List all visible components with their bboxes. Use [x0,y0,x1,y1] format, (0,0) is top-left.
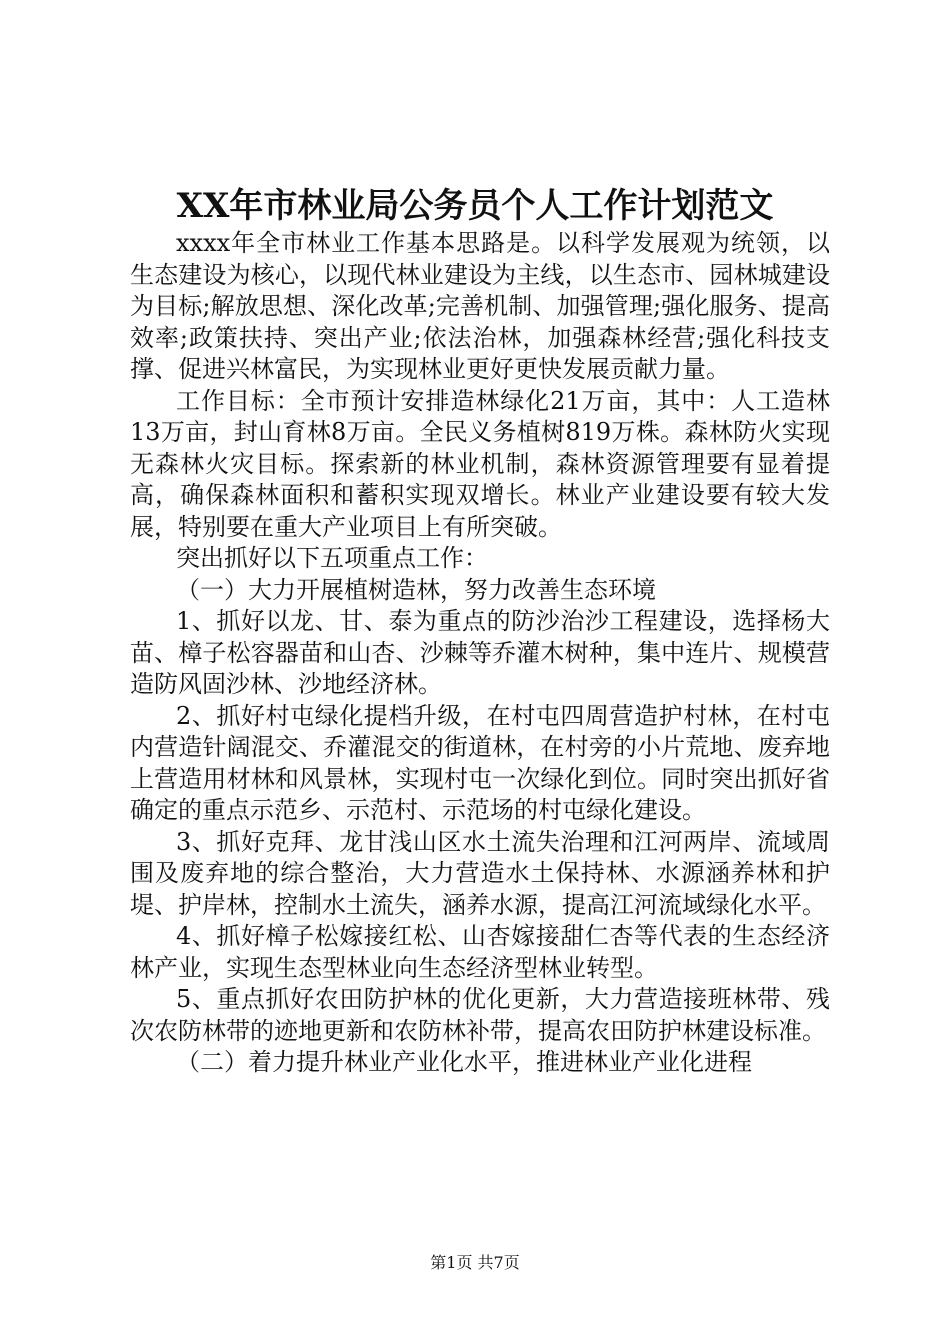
list-item-5: 5、重点抓好农田防护林的优化更新，大力营造接班林带、残次农防林带的迹地更新和农防林补带，提高农田防护林建设标准。 [130,985,830,1045]
paragraph-work-goals: 工作目标：全市预计安排造林绿化21万亩，其中：人工造林13万亩，封山育林8万亩。全民义务植树819万株。森林防火实现无森林火灾目标。探索新的林业机制，森林资源管理要有显着提高，确保森林面积和蓄积实现双增长。林业产业建设要有较大发展，特别要在重大产业项目上有所突破。 [130,386,830,541]
page-number-footer: 第1页 共7页 [430,1253,520,1272]
section-heading-1: （一）大力开展植树造林，努力改善生态环境 [176,575,656,604]
document-body [130,228,830,1079]
paragraph-basic-approach: xxxx年全市林业工作基本思路是。以科学发展观为统领，以生态建设为核心，以现代林业建设为主线，以生态市、园林城建设为目标;解放思想、深化改革;完善机制、加强管理;强化服务、提高效率;政策扶持、突出产业;依法治林，加强森林经营;强化科技支撑、促进兴林富民，为实现林业更好更快发展贡献力量。 [130,229,830,383]
list-item-3: 3、抓好克拜、龙甘浅山区水土流失治理和江河两岸、流域周围及废弃地的综合整治，大力营造水土保持林、水源涵养林和护堤、护岸林，控制水土流失，涵养水源，提高江河流域绿化水平。 [130,827,830,919]
list-item-4: 4、抓好樟子松嫁接红松、山杏嫁接甜仁杏等代表的生态经济林产业，实现生态型林业向生态经济型林业转型。 [130,922,830,982]
list-item-1: 1、抓好以龙、甘、泰为重点的防沙治沙工程建设，选择杨大苗、樟子松容器苗和山杏、沙棘等乔灌木树种，集中连片、规模营造防风固沙林、沙地经济林。 [130,607,830,698]
paragraph-key-tasks-intro: 突出抓好以下五项重点工作： [176,544,488,572]
list-item-2: 2、抓好村屯绿化提档升级，在村屯四周营造护村林，在村屯内营造针阔混交、乔灌混交的街道林，在村旁的小片荒地、废弃地上营造用材林和风景林，实现村屯一次绿化到位。同时突出抓好省确定的重点示范乡、示范村、示范场的村屯绿化建设。 [130,701,830,824]
document-title: XX年市林业局公务员个人工作计划范文 [176,186,774,226]
section-heading-2: （二）着力提升林业产业化水平，推进林业产业化进程 [176,1048,752,1076]
